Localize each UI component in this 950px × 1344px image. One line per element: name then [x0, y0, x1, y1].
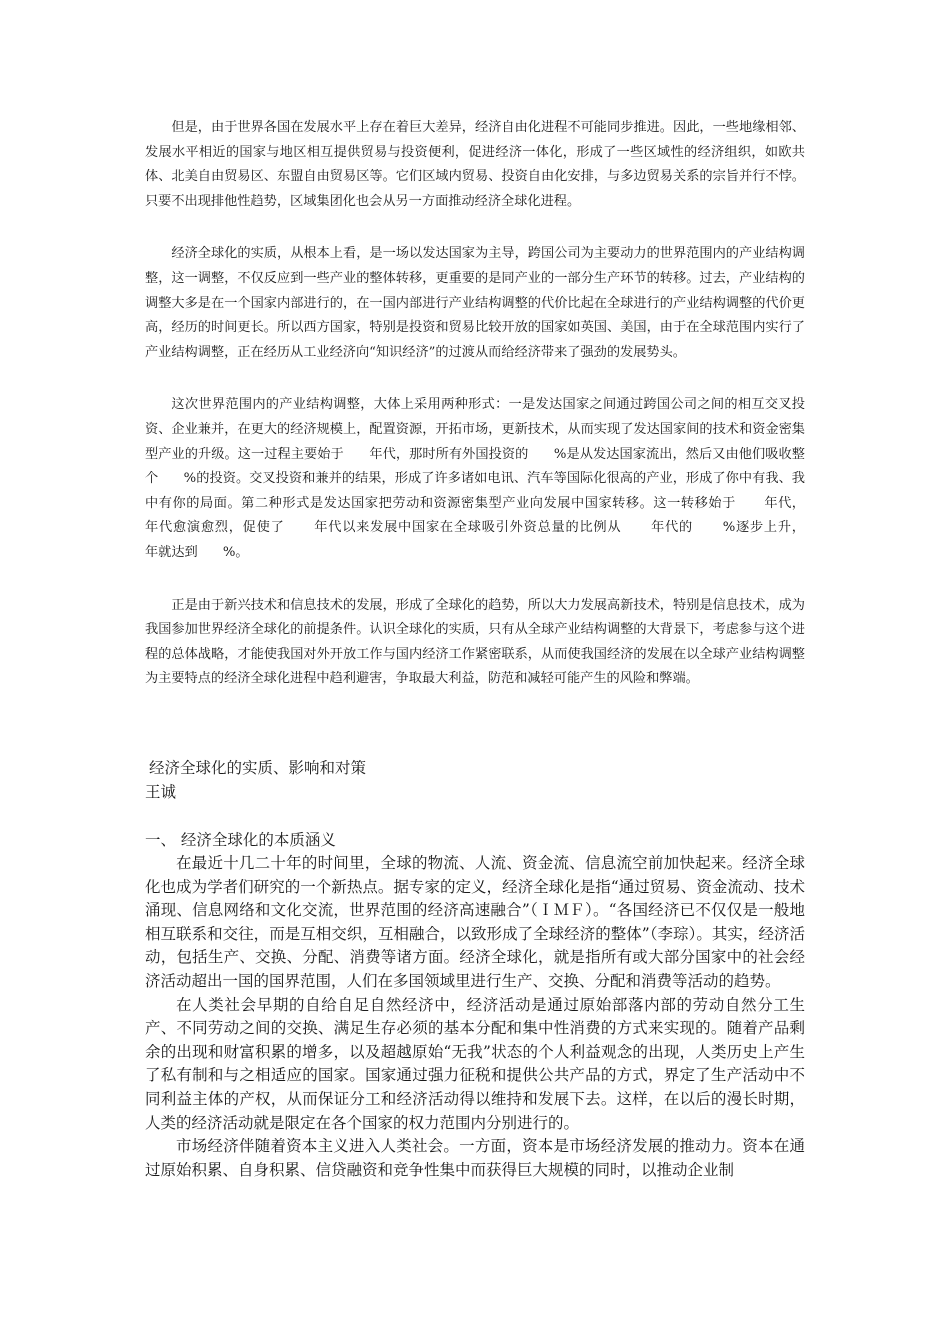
- section-paragraph: 在人类社会早期的自给自足自然经济中，经济活动是通过原始部落内部的劳动自然分工生产、不同劳动之间的交换、满足生存必须的基本分配和集中性消费的方式来实现的。随着产品剩余的出现和财富积累的增多，以及超越原始“无我”状态的个人利益观念的出现，人类历史上产生了私有制和与之相适应的国家。国家通过强力征税和提供公共产品的方式，界定了生产活动中不同利益主体的产权，从而保证分工和经济活动得以维持和发展下去。这样，在以后的漫长时期，人类的经济活动就是限定在各个国家的权力范围内分别进行的。: [145, 995, 805, 1132]
- section-one: [145, 828, 805, 1182]
- paragraph-industrial-restructuring: 这次世界范围内的产业结构调整，大体上采用两种形式：一是发达国家之间通过跨国公司之间的相互交叉投资、企业兼并，在更大的经济规模上，配置资源，开拓市场，更新技术，从而实现了发达国家间的技术和资金密集型产业的升级。这一过程主要始于 年代，那时所有外国投资的 %是从发达国家流出，然后又由他们吸收整个 %的投资。交叉投资和兼并的结果，形成了许多诸如电讯、汽车等国际化很高的产业，形成了你中有我、我中有你的局面。第二种形式是发达国家把劳动和资源密集型产业向发展中国家转移。这一转移始于 年代， 年代愈演愈烈，促使了 年代以来发展中国家在全球吸引外资总量的比例从 年代的 %逐步上升， 年就达到 %。: [145, 397, 843, 560]
- paragraph-globalization-essence: 经济全球化的实质，从根本上看，是一场以发达国家为主导，跨国公司为主要动力的世界范围内的产业结构调整，这一调整，不仅反应到一些产业的整体转移，更重要的是同产业的一部分生产环节的转移。过去，产业结构的调整大多是在一个国家内部进行的，在一国内部进行产业结构调整的代价比起在全球进行的产业结构调整的代价更高，经历的时间更长。所以西方国家，特别是投资和贸易比较开放的国家如英国、美国，由于在全球范围内实行了产业结构调整，正在经历从工业经济向“知识经济”的过渡从而给经济带来了强劲的发展势头。: [145, 246, 805, 360]
- paragraph-regional-integration: 但是，由于世界各国在发展水平上存在着巨大差异，经济自由化进程不可能同步推进。因此，一些地缘相邻、发展水平相近的国家与地区相互提供贸易与投资便利，促进经济一体化，形成了一些区域性的经济组织，如欧共体、北美自由贸易区、东盟自由贸易区等。它们区域内贸易、投资自由化安排，与多边贸易关系的宗旨并行不悖。只要不出现排他性趋势，区域集团化也会从另一方面推动经济全球化进程。: [145, 120, 805, 209]
- article-header: [145, 756, 805, 804]
- paragraph-high-tech-development: 正是由于新兴技术和信息技术的发展，形成了全球化的趋势，所以大力发展高新技术，特别是信息技术，成为我国参加世界经济全球化的前提条件。认识全球化的实质，只有从全球产业结构调整的大背景下，考虑参与这个进程的总体战略，才能使我国对外开放工作与国内经济工作紧密联系，从而使我国经济的发展在以全球产业结构调整为主要特点的经济全球化进程中趋利避害，争取最大利益，防范和减轻可能产生的风险和弊端。: [145, 597, 805, 687]
- section-heading: 一、 经济全球化的本质涵义: [145, 831, 336, 849]
- section-paragraph: 在最近十几二十年的时间里，全球的物流、人流、资金流、信息流空前加快起来。经济全球化也成为学者们研究的一个新热点。据专家的定义，经济全球化是指“通过贸易、资金流动、技术涌现、信息网络和文化交流，世界范围的经济高速融合”（ＩＭＦ）。“各国经济已不仅仅是一般地相互联系和交往，而是互相交织，互相融合，以致形成了全球经济的整体”（李琮）。其实，经济活动，包括生产、交换、分配、消费等诸方面。经济全球化，就是指所有或大部分国家中的社会经济活动超出一国的国界范围，人们在多国领域里进行生产、交换、分配和消费等活动的趋势。: [145, 854, 805, 990]
- article-title: 经济全球化的实质、影响和对策: [149, 759, 367, 777]
- upper-text-block: [145, 116, 843, 720]
- section-paragraph: 市场经济伴随着资本主义进入人类社会。一方面，资本是市场经济发展的推动力。资本在通过原始积累、自身积累、信贷融资和竞争性集中而获得巨大规模的同时，以推动企业制: [145, 1137, 805, 1179]
- article-author: 王诚: [145, 783, 177, 801]
